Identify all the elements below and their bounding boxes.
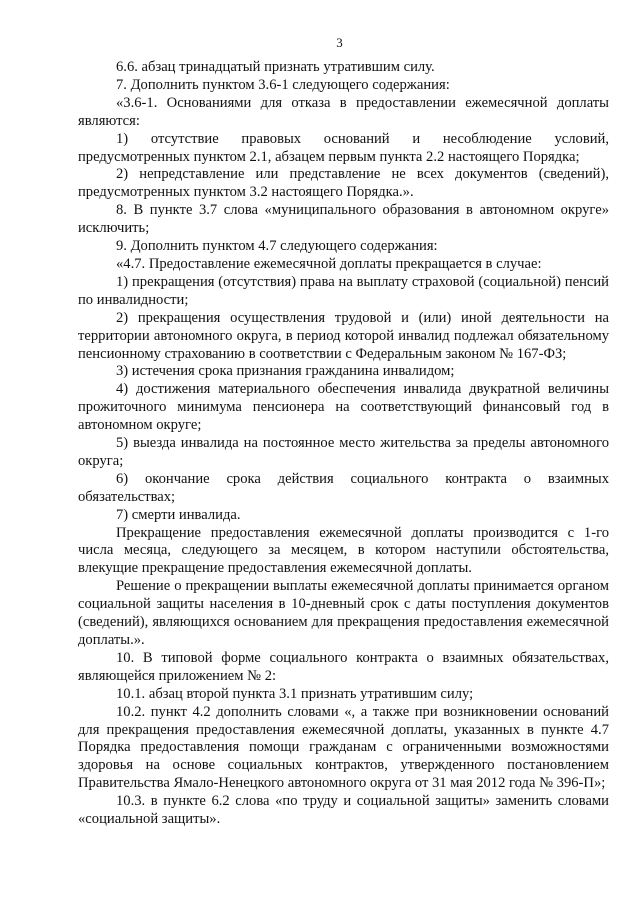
paragraph: 3) истечения срока признания гражданина инвалидом; <box>116 363 455 380</box>
paragraph: 1) прекращения (отсутствия) права на выплату страховой (социальной) пенсий по инвалидности; <box>78 273 609 308</box>
paragraph: 10.3. в пункте 6.2 слова «по труду и социальной защиты» заменить словами «социальной защиты». <box>78 793 609 828</box>
paragraph: Прекращение предоставления ежемесячной доплаты производится с 1-го числа месяца, следующего за месяцем, в котором наступили обстоятельства, влекущие прекращение предоставления ежемесячной доплаты. <box>78 524 609 577</box>
paragraph: 6) окончание срока действия социального контракта о взаимных обязательствах; <box>78 470 609 505</box>
paragraph: 2) прекращения осуществления трудовой и (или) иной деятельности на территории автономного округа, в период которой инвалид подлежал обязательному пенсионному страхованию в соответствии с Федеральным законом № 167-ФЗ; <box>78 309 609 362</box>
paragraph: 10.2. пункт 4.2 дополнить словами «, а также при возникновении оснований для прекращения предоставления ежемесячной доплаты, указанных в пункте 4.7 Порядка предоставления помощи гражданам с ограниченными возможностями здоровья на основе социальных контрактов, утвержденного постановлением Правительства Ямало-Ненецкого автономного округа от 31 мая 2012 года № 396-П»; <box>78 703 609 792</box>
paragraph: 2) непредставление или представление не всех документов (сведений), предусмотренных пунктом 3.2 настоящего Порядка.». <box>78 166 609 201</box>
paragraph: 6.6. абзац тринадцатый признать утратившим силу. <box>116 59 435 75</box>
paragraph: «4.7. Предоставление ежемесячной доплаты прекращается в случае: <box>116 255 542 272</box>
paragraph: 7) смерти инвалида. <box>116 506 241 523</box>
paragraph: 8. В пункте 3.7 слова «муниципального образования в автономном округе» исключить; <box>78 202 609 237</box>
document-body <box>78 59 609 829</box>
paragraph: 9. Дополнить пунктом 4.7 следующего содержания: <box>116 238 438 255</box>
paragraph: «3.6-1. Основаниями для отказа в предоставлении ежемесячной доплаты являются: <box>78 94 609 129</box>
page-number: 3 <box>336 35 343 50</box>
paragraph: 10. В типовой форме социального контракта о взаимных обязательствах, являющейся приложением № 2: <box>78 649 609 684</box>
paragraph: Решение о прекращении выплаты ежемесячной доплаты принимается органом социальной защиты населения в 10-дневный срок с даты поступления документов (сведений), являющихся основанием для прекращения предоставления ежемесячной доплаты.». <box>78 578 609 648</box>
paragraph: 10.1. абзац второй пункта 3.1 признать утратившим силу; <box>116 685 474 702</box>
paragraph: 7. Дополнить пунктом 3.6-1 следующего содержания: <box>116 76 450 93</box>
paragraph: 1) отсутствие правовых оснований и несоблюдение условий, предусмотренных пунктом 2.1, абзацем первым пункта 2.2 настоящего Порядка; <box>78 130 609 165</box>
paragraph: 5) выезда инвалида на постоянное место жительства за пределы автономного округа; <box>78 435 609 469</box>
paragraph: 4) достижения материального обеспечения инвалида двукратной величины прожиточного минимума пенсионера на соответствующий финансовый год в автономном округе; <box>78 381 609 434</box>
